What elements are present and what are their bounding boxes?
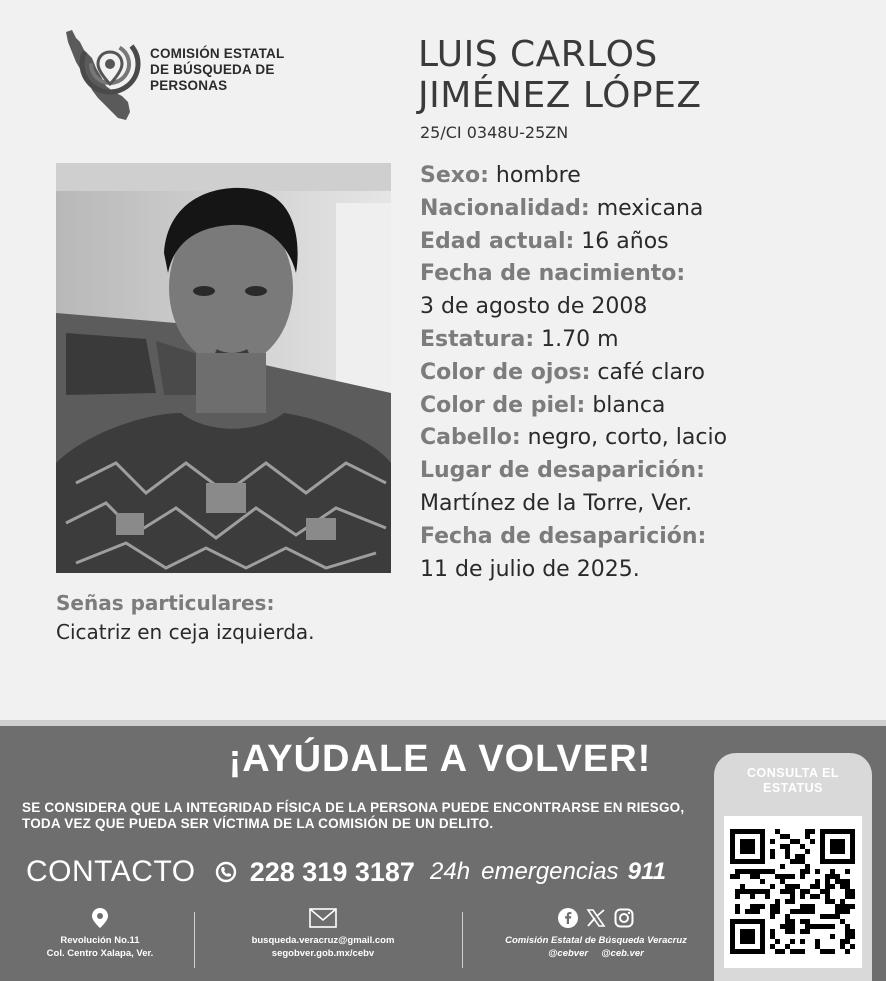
detail-row: [420, 160, 860, 193]
detail-value: 16 años: [581, 228, 669, 254]
detail-label: Lugar de desaparición:: [420, 458, 705, 484]
emergency-number[interactable]: 911: [627, 858, 666, 885]
footer-divider: [194, 912, 195, 968]
status-title: [714, 766, 872, 796]
risk-line: TODA VEZ QUE PUEDA SER VÍCTIMA DE LA COMISIÓN DE UN DELITO.: [22, 816, 494, 831]
footer-divider: [462, 912, 463, 968]
person-name: [418, 34, 702, 116]
detail-row: [420, 226, 860, 259]
case-folio: 25/CI 0348U-25ZN: [420, 123, 569, 142]
detail-label: Cabello:: [420, 425, 521, 451]
person-details: [420, 160, 860, 586]
address-line: Revolución No.11: [60, 935, 140, 946]
logo-line: DE BÚSQUEDA DE: [150, 62, 275, 77]
detail-value: café claro: [597, 359, 705, 385]
detail-value: mexicana: [596, 195, 704, 221]
status-title-line: ESTATUS: [763, 781, 823, 795]
detail-row: [420, 193, 860, 226]
detail-row: [420, 455, 860, 488]
detail-value: blanca: [592, 392, 666, 418]
detail-label: Fecha de desaparición:: [420, 523, 707, 549]
detail-row: [420, 390, 860, 423]
detail-row: [420, 422, 860, 455]
contact-label: CONTACTO: [26, 855, 196, 888]
web-link[interactable]: segobver.gob.mx/cebv: [271, 948, 375, 959]
detail-value: negro, corto, lacio: [527, 425, 728, 451]
envelope-icon: [220, 908, 426, 928]
logo-line: COMISIÓN ESTATAL: [150, 46, 285, 61]
slogan-container: [150, 738, 730, 781]
instagram-icon[interactable]: [614, 908, 634, 928]
email-link[interactable]: busqueda.veracruz@gmail.com: [251, 935, 395, 946]
risk-line: SE CONSIDERA QUE LA INTEGRIDAD FÍSICA DE LA PERSONA PUEDE ENCONTRARSE EN RIESGO,: [22, 800, 685, 815]
commission-logo-text: [150, 46, 284, 94]
location-pin-icon: [30, 908, 170, 928]
detail-label: Sexo:: [420, 163, 489, 188]
logo-line: PERSONAS: [150, 78, 228, 93]
name-line-2: JIMÉNEZ LÓPEZ: [418, 75, 702, 116]
detail-value: 3 de agosto de 2008: [420, 294, 648, 320]
detail-label: Edad actual:: [420, 228, 575, 254]
detail-row: [420, 554, 860, 587]
social-handle[interactable]: @cebver: [548, 948, 589, 959]
name-line-1: LUIS CARLOS: [418, 34, 658, 75]
address-block: [30, 908, 170, 960]
social-block: [488, 908, 704, 960]
phone-number[interactable]: 228 319 3187: [249, 856, 415, 887]
banner-divider: [0, 720, 886, 726]
contact-row: [26, 855, 716, 889]
detail-label: Estatura:: [420, 326, 535, 352]
detail-row: [420, 357, 860, 390]
risk-notice: [22, 800, 712, 832]
commission-logo-icon: [62, 28, 142, 124]
detail-value: hombre: [495, 163, 581, 188]
detail-label: Nacionalidad:: [420, 195, 590, 221]
detail-row: [420, 258, 860, 291]
detail-label: Color de ojos:: [420, 359, 591, 385]
detail-value: Martínez de la Torre, Ver.: [420, 490, 693, 516]
emergency-label: emergencias: [481, 858, 619, 885]
facebook-icon[interactable]: [558, 908, 578, 928]
hours-label: 24h: [430, 858, 471, 885]
person-photo: [56, 163, 391, 573]
social-handle[interactable]: @ceb.ver: [601, 948, 644, 959]
status-qr-code[interactable]: [724, 816, 862, 968]
marks-label: Señas particulares:: [56, 591, 275, 615]
detail-row: [420, 488, 860, 521]
address-line: Col. Centro Xalapa, Ver.: [46, 948, 154, 959]
status-title-line: CONSULTA EL: [746, 766, 840, 780]
detail-value: 1.70 m: [541, 326, 619, 352]
detail-row: [420, 324, 860, 357]
slogan: ¡AYÚDALE A VOLVER!: [228, 738, 652, 780]
detail-label: Color de piel:: [420, 392, 586, 418]
detail-row: [420, 291, 860, 324]
phone-icon: [215, 861, 237, 883]
social-handles: [488, 947, 704, 960]
x-icon[interactable]: [586, 908, 606, 928]
detail-label: Fecha de nacimiento:: [420, 261, 686, 287]
detail-value: 11 de julio de 2025.: [420, 556, 640, 582]
email-block: [220, 908, 426, 960]
social-icons: [488, 908, 704, 928]
distinguishing-marks: [56, 589, 315, 647]
social-name: Comisión Estatal de Búsqueda Veracruz: [505, 935, 687, 946]
marks-value: Cicatriz en ceja izquierda.: [56, 620, 315, 644]
detail-row: [420, 521, 860, 554]
